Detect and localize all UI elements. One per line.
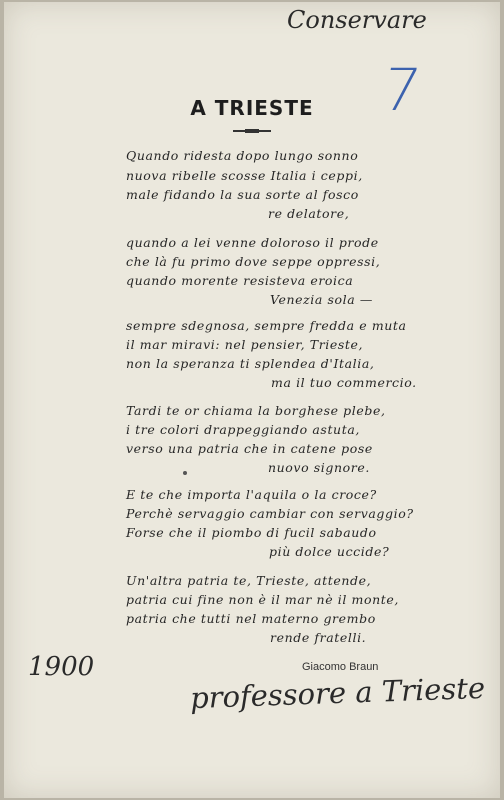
- poem-line: Forse che il piombo di fucil sabaudo: [126, 525, 377, 540]
- poem-line: nuova ribelle scosse Italia i ceppi,: [126, 168, 363, 183]
- poem-line: quando morente resisteva eroica: [126, 273, 354, 288]
- poem-line: male fidando la sua sorte al fosco: [126, 187, 359, 202]
- poem-line: più dolce uccide?: [269, 544, 390, 559]
- poem-line: i tre colori drappeggiando astuta,: [126, 422, 360, 437]
- poem-line: patria che tutti nel materno grembo: [126, 611, 376, 626]
- handwritten-conservare: Conservare: [287, 6, 427, 34]
- poem-title: A TRIESTE: [190, 96, 314, 120]
- pencil-number: 7: [378, 56, 425, 124]
- poem-line: Un'altra patria te, Trieste, attende,: [126, 573, 372, 588]
- ink-dot: [183, 471, 187, 475]
- poem-line: E te che importa l'aquila o la croce?: [126, 487, 377, 502]
- poem-line: rende fratelli.: [270, 630, 367, 645]
- poem-line: quando a lei venne doloroso il prode: [126, 235, 379, 250]
- poem-line: che là fu primo dove seppe oppressi,: [126, 254, 381, 269]
- poem-line: non la speranza ti splendea d'Italia,: [126, 356, 375, 371]
- poem-line: il mar miravi: nel pensier, Trieste,: [126, 337, 364, 352]
- poem-line: Quando ridesta dopo lungo sonno: [126, 148, 359, 163]
- author-name: Giacomo Braun: [302, 661, 379, 673]
- poem-line: re delatore,: [268, 206, 350, 221]
- poem-line: Tardi te or chiama la borghese plebe,: [126, 403, 386, 418]
- handwritten-year: 1900: [28, 652, 95, 682]
- poem-line: nuovo signore.: [268, 460, 370, 475]
- handwritten-note: professore a Trieste: [189, 670, 486, 716]
- poem-line: ma il tuo commercio.: [271, 375, 417, 390]
- poem-line: Venezia sola —: [270, 292, 373, 307]
- poem-line: sempre sdegnosa, sempre fredda e muta: [126, 318, 407, 333]
- poem-line: patria cui fine non è il mar nè il monte,: [126, 592, 399, 607]
- poem-line: Perchè servaggio cambiar con servaggio?: [126, 506, 414, 521]
- poem-line: verso una patria che in catene pose: [126, 441, 373, 456]
